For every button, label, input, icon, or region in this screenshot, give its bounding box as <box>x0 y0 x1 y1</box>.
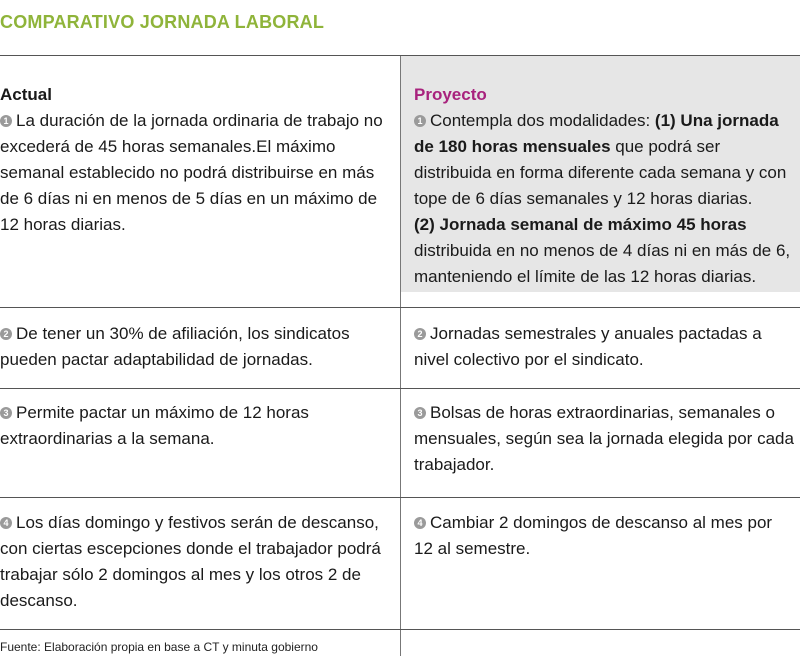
row-2-actual-text: De tener un 30% de afiliación, los sindicatos pueden pactar adaptabilidad de jornadas. <box>0 324 350 369</box>
row-2-actual <box>0 321 385 373</box>
row-1-proyecto-text-d: distribuida en no menos de 4 días ni en más de 6, manteniendo el límite de las 12 horas diarias. <box>414 241 791 286</box>
number-2-icon: 2 <box>414 328 426 340</box>
table-title: COMPARATIVO JORNADA LABORAL <box>0 12 325 32</box>
row-1-proyecto-text-a: Contempla dos modalidades: <box>430 111 655 130</box>
row-divider <box>0 497 800 498</box>
row-4-proyecto-text: Cambiar 2 domingos de descanso al mes por 12 al semestre. <box>414 513 773 558</box>
number-2-icon: 2 <box>0 328 12 340</box>
number-3-icon: 3 <box>414 407 426 419</box>
bottom-divider <box>0 629 800 630</box>
row-divider <box>0 307 800 308</box>
row-1-actual <box>0 82 385 238</box>
row-4-proyecto <box>414 510 794 562</box>
row-3-proyecto <box>414 400 794 478</box>
row-2-proyecto-text: Jornadas semestrales y anuales pactadas a nivel colectivo por el sindicato. <box>414 324 762 369</box>
number-4-icon: 4 <box>0 517 12 529</box>
row-1-proyecto-bold-1: (1) Una jornada de 180 horas mensuales <box>414 111 779 156</box>
column-divider <box>400 56 401 656</box>
number-3-icon: 3 <box>0 407 12 419</box>
row-3-actual-text: Permite pactar un máximo de 12 horas extraordinarias a la semana. <box>0 403 309 448</box>
row-4-actual <box>0 510 385 614</box>
number-1-icon: 1 <box>0 115 12 127</box>
row-3-actual <box>0 400 385 452</box>
row-divider <box>0 388 800 389</box>
header-actual: Actual <box>0 85 52 104</box>
row-2-proyecto <box>414 321 794 373</box>
header-proyecto: Proyecto <box>414 85 487 104</box>
row-4-actual-text: Los días domingo y festivos serán de descanso, con ciertas escepciones donde el trabajador podrá trabajar sólo 2 domingos al mes y los otros 2 de descanso. <box>0 513 381 610</box>
row-1-actual-text: La duración de la jornada ordinaria de trabajo no excederá de 45 horas semanales.El máximo semanal establecido no podrá distribuirse en más de 6 días ni en menos de 5 días en un máximo de 12 horas diarias. <box>0 111 383 234</box>
source-note: Fuente: Elaboración propia en base a CT y minuta gobierno <box>0 640 318 654</box>
row-3-proyecto-text: Bolsas de horas extraordinarias, semanales o mensuales, según sea la jornada elegida por cada trabajador. <box>414 403 794 474</box>
row-1-proyecto-bold-2: (2) Jornada semanal de máximo 45 horas <box>414 215 747 234</box>
number-4-icon: 4 <box>414 517 426 529</box>
row-1-proyecto <box>414 82 794 290</box>
number-1-icon: 1 <box>414 115 426 127</box>
row-1-proyecto-text-c: que podrá ser distribuida en forma diferente cada semana y con tope de 6 días semanales y 12 horas diarias. <box>414 137 787 208</box>
